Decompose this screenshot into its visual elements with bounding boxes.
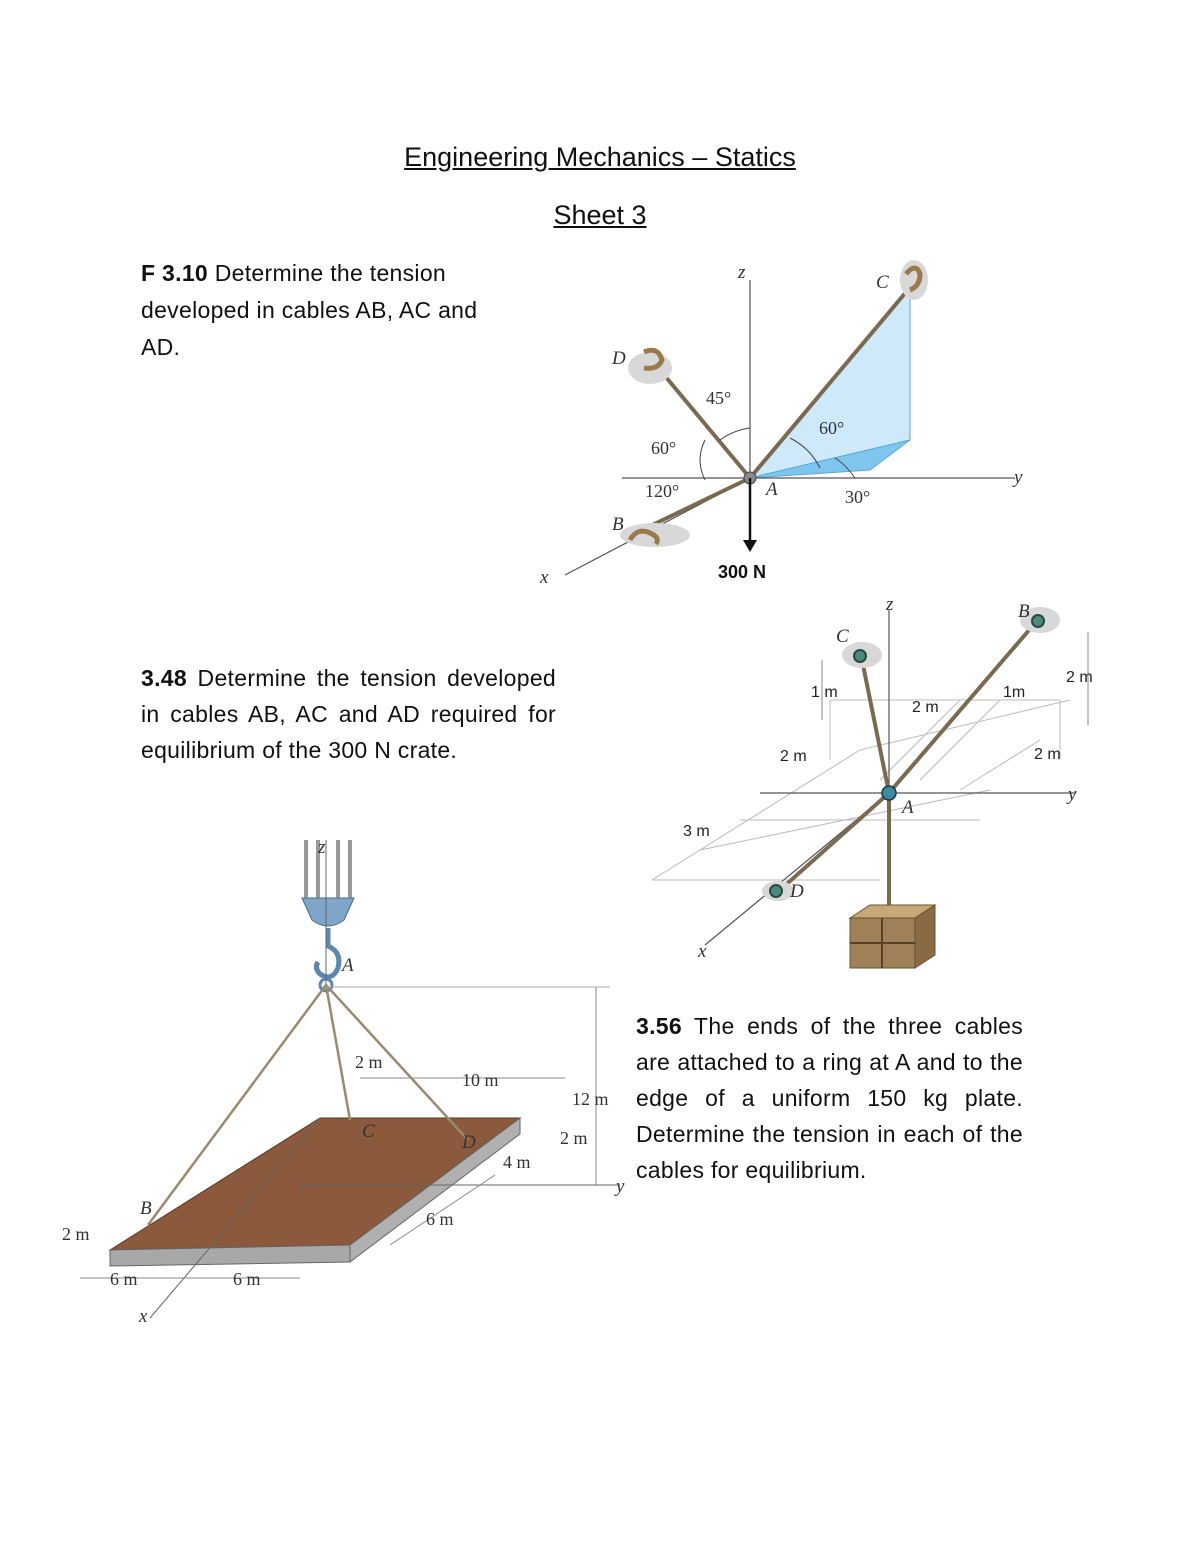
dim-2m-left: 2 m xyxy=(780,748,807,765)
label-c: C xyxy=(362,1121,375,1142)
label-z: z xyxy=(318,837,326,858)
dim-2m-right: 2 m xyxy=(560,1128,588,1148)
label-y: y xyxy=(616,1176,625,1197)
dim-6m-mid: 6 m xyxy=(233,1269,261,1289)
angle-120: 120° xyxy=(645,481,680,501)
figure-3-56 xyxy=(55,835,635,1325)
angle-60-left-arc xyxy=(700,440,705,480)
cable-ad xyxy=(660,370,750,478)
force-arrowhead-icon xyxy=(743,540,757,552)
pulley-block-icon xyxy=(302,898,354,926)
label-d: D xyxy=(462,1132,476,1153)
label-a: A xyxy=(766,479,778,500)
angle-60-left: 60° xyxy=(651,438,677,458)
cable-ad xyxy=(780,793,889,890)
label-y: y xyxy=(1068,784,1077,805)
label-x: x xyxy=(540,567,549,588)
label-b: B xyxy=(612,514,624,535)
label-z: z xyxy=(738,262,746,283)
angle-30: 30° xyxy=(845,487,871,507)
problem-text: Determine the tension developed in cables AB, AC and AD. xyxy=(141,260,478,360)
eyebolt-b-icon xyxy=(1032,615,1044,627)
dim-2m-top: 2 m xyxy=(912,699,939,716)
figure-f3-10 xyxy=(530,250,1050,590)
label-z: z xyxy=(886,594,894,615)
plate-top xyxy=(110,1118,520,1250)
dim-2m-right: 2 m xyxy=(1034,746,1061,763)
dim-2m-top: 2 m xyxy=(355,1052,383,1072)
dim-1m-right: 1m xyxy=(1003,684,1026,701)
sheet-subtitle: Sheet 3 xyxy=(553,200,647,230)
label-b: B xyxy=(140,1198,152,1219)
figure-3-48 xyxy=(640,590,1110,980)
hook-icon xyxy=(316,928,338,977)
problem-number: 3.56 xyxy=(636,1013,682,1039)
problem-f3-10 xyxy=(141,255,491,366)
dim-2m-height: 2 m xyxy=(1066,669,1093,686)
dim-3m: 3 m xyxy=(683,823,710,840)
label-c: C xyxy=(836,626,849,647)
cable-ac xyxy=(326,985,350,1120)
label-x: x xyxy=(139,1306,148,1327)
grid-line xyxy=(960,740,1040,790)
problem-number: F 3.10 xyxy=(141,260,209,286)
problem-3-48 xyxy=(141,660,556,768)
label-x: x xyxy=(698,941,707,962)
label-a: A xyxy=(342,955,354,976)
sheet-title: Engineering Mechanics – Statics xyxy=(404,142,796,172)
angle-45: 45° xyxy=(706,388,732,408)
dim-12m: 12 m xyxy=(572,1089,609,1109)
force-label: 300 N xyxy=(718,562,767,582)
eyebolt-d-icon xyxy=(770,885,782,897)
cable-ac xyxy=(862,660,889,793)
dim-6m-left: 6 m xyxy=(110,1269,138,1289)
problem-text: The ends of the three cables are attached to a ring at A and to the edge of a uniform 150 kg plate. Determine the tension in each of the cables for equilibrium. xyxy=(636,1013,1023,1183)
problem-number: 3.48 xyxy=(141,665,187,691)
dim-4m: 4 m xyxy=(503,1152,531,1172)
dim-2m-left: 2 m xyxy=(62,1224,90,1244)
problem-3-56 xyxy=(636,1008,1023,1188)
dim-1m: 1 m xyxy=(811,684,838,701)
label-c: C xyxy=(876,272,889,293)
ring-a xyxy=(882,786,896,800)
label-d: D xyxy=(612,348,626,369)
label-b: B xyxy=(1018,601,1030,622)
label-y: y xyxy=(1014,467,1023,488)
angle-45-arc xyxy=(720,428,750,440)
label-d: D xyxy=(790,881,804,902)
angle-60-right: 60° xyxy=(819,418,845,438)
cable-ad xyxy=(326,985,468,1140)
floor-grid xyxy=(652,700,1070,880)
dim-10m: 10 m xyxy=(462,1070,499,1090)
dim-6m-bottom: 6 m xyxy=(426,1209,454,1229)
problem-text: Determine the tension developed in cables AB, AC and AD required for equilibrium of the 300 N crate. xyxy=(141,665,556,763)
label-a: A xyxy=(902,797,914,818)
eyebolt-c-icon xyxy=(854,650,866,662)
